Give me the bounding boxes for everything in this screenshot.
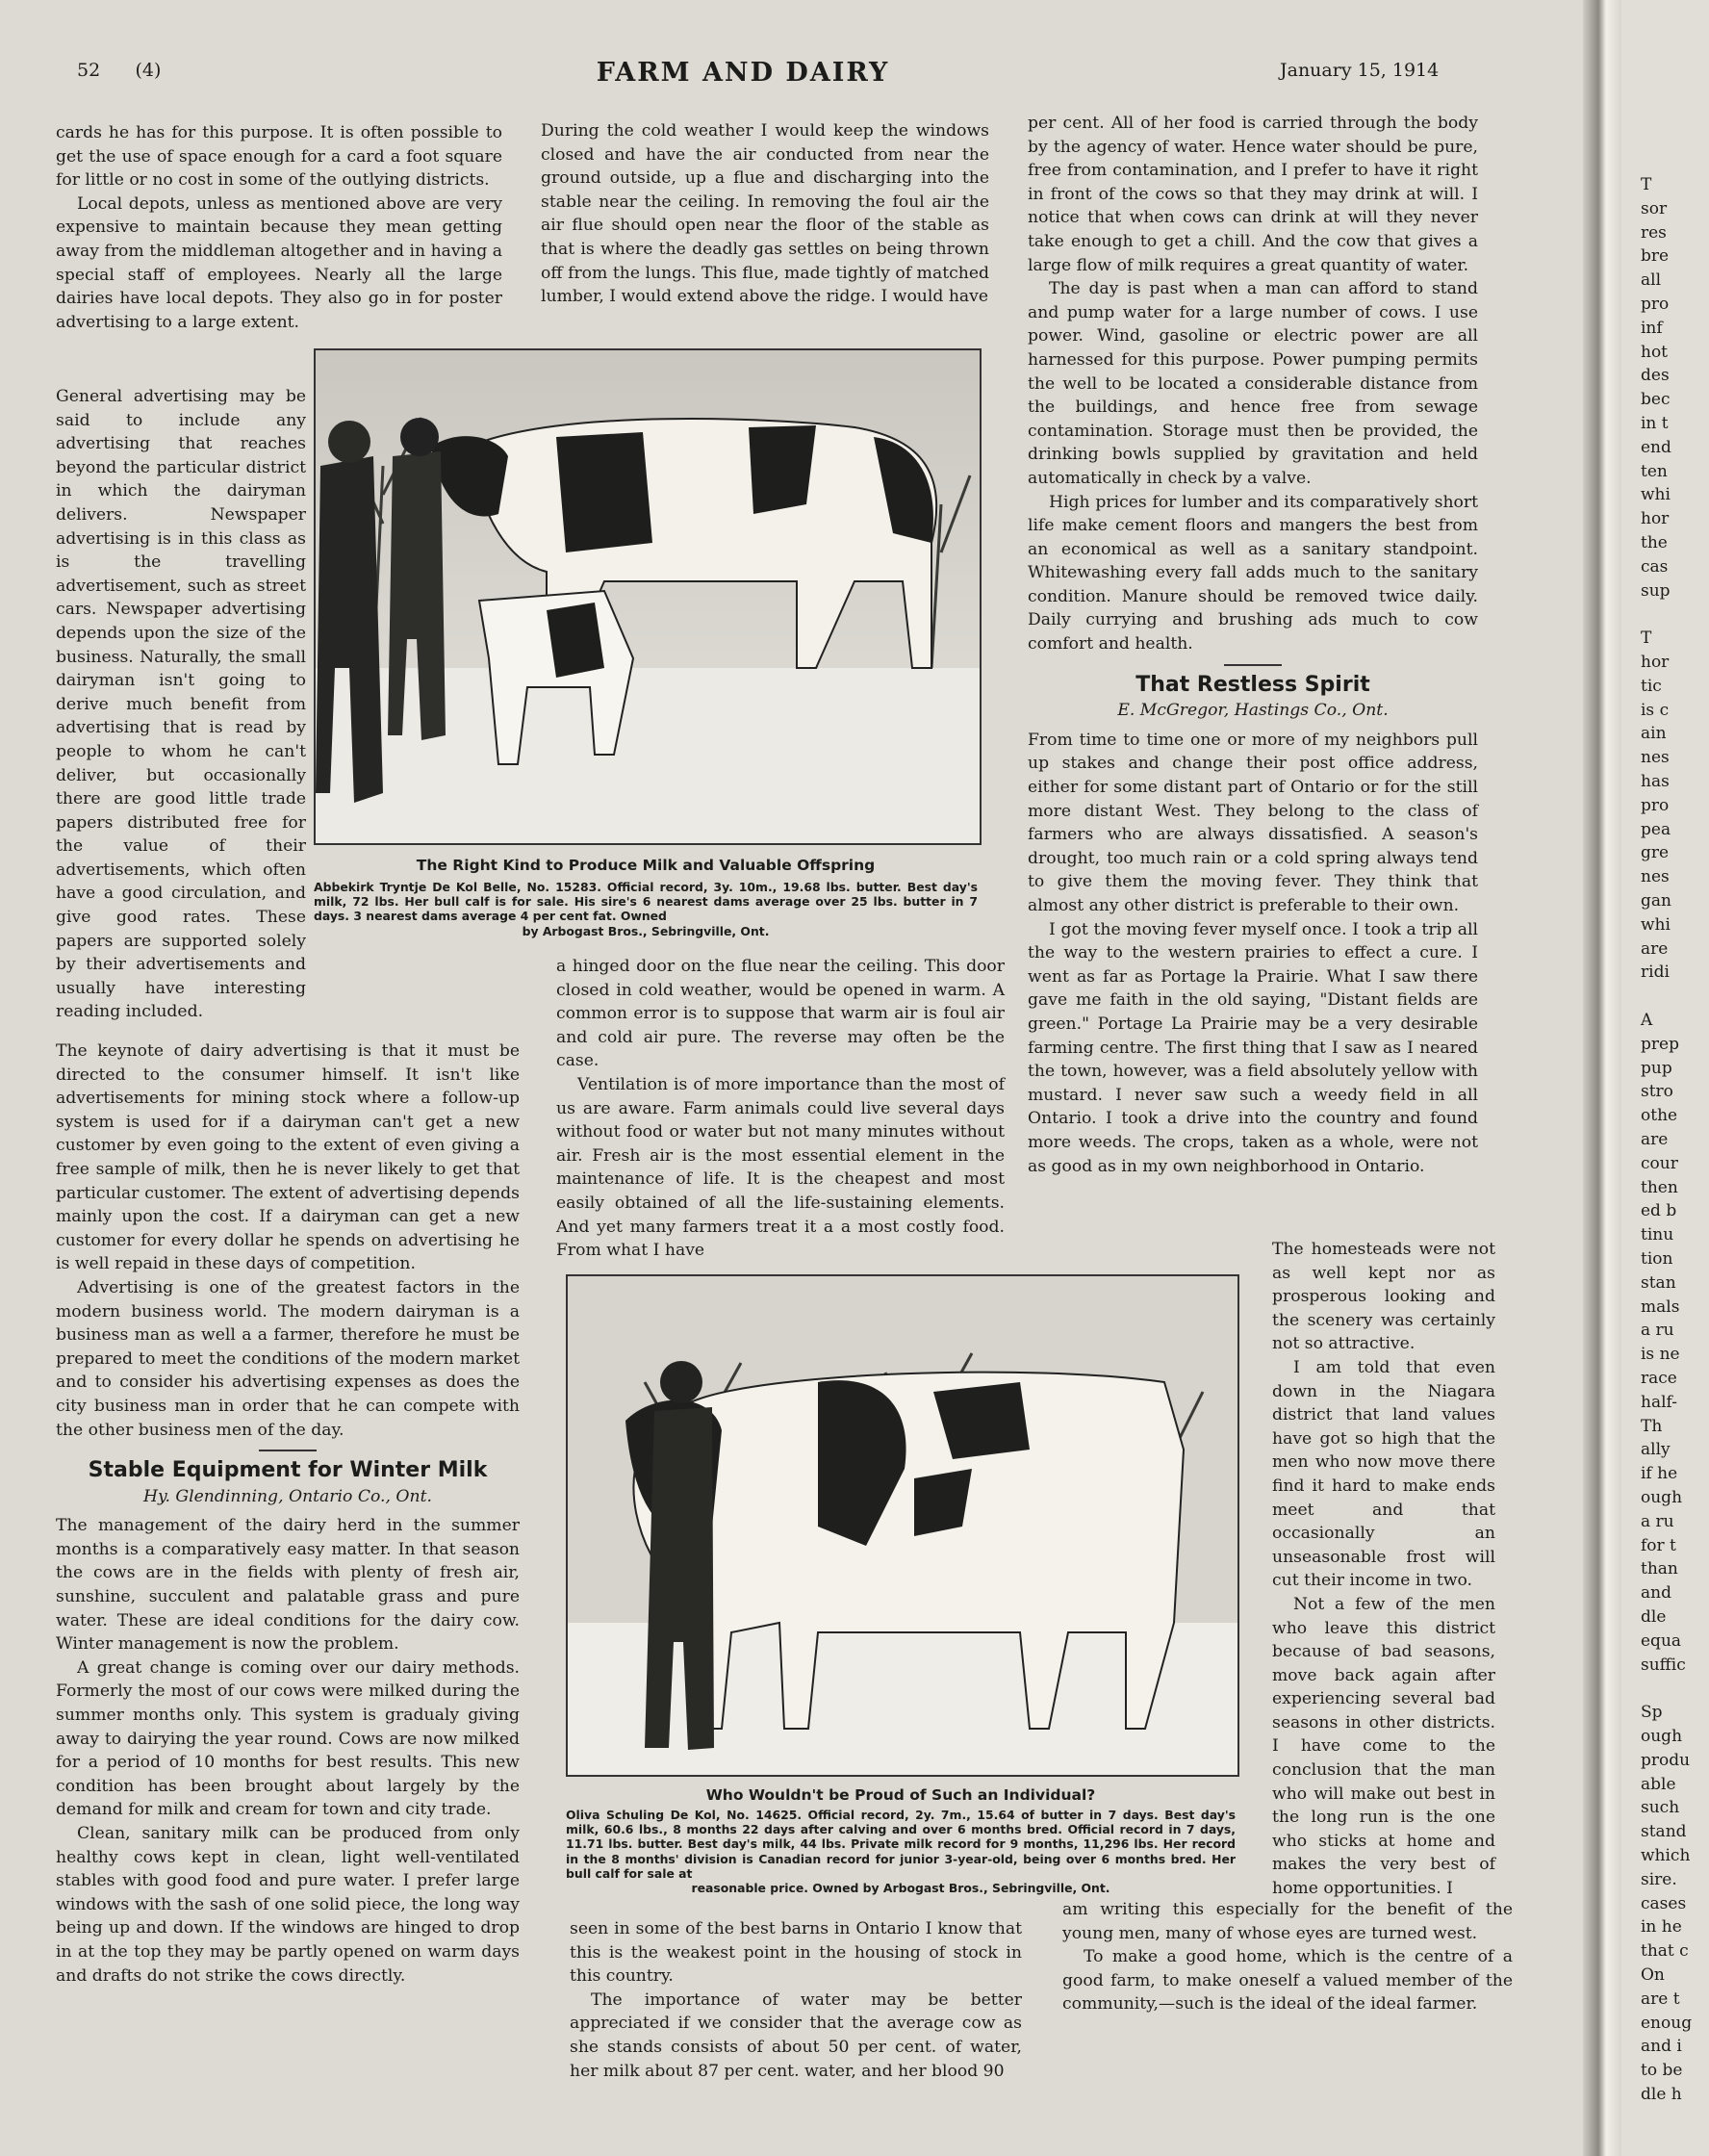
facing-page-fragment-line: stan: [1641, 1272, 1676, 1293]
facing-page-fragment-line: hor: [1641, 509, 1670, 529]
facing-page-fragment-line: race: [1641, 1369, 1677, 1388]
photo1-caption: [314, 880, 978, 938]
facing-page-fragment: [1621, 0, 1709, 2156]
col3-para-8: Not a few of the men who leave this district because of bad seasons, move back again after experiencing several bad seasons in other districts. I have come to the conclusion that the man who will make out best in the long run is the one who sticks at home and makes the very best of home opportunities. I: [1272, 1594, 1495, 1899]
facing-page-fragment-line: in t: [1641, 414, 1669, 433]
facing-page-fragment-line: dle h: [1641, 2085, 1682, 2104]
col2-para-1: During the cold weather I would keep the windows closed and have the air conducted from near the ground outside, up a flue and discharging into the stable near the ceiling. In removing the foul air the air flue should open near the floor of the stable as that is where the deadly gas settles on being thrown off from the lungs. This flue, made tightly of matched lumber, I would extend above the ridge. I would have: [541, 121, 989, 307]
facing-page-fragment-line: ain: [1641, 724, 1667, 744]
col3-para-5: I got the moving fever myself once. I took a trip all the way to the western prairies to effect a cure. I went as far as Portage la Prairie. What I saw there gave me faith in the old saying, "Distant fields are green." Portage La Prairie may be a very desirable farming centre. The first thing that I saw as I neared the town, however, was a field absolutely yellow with mustard. I never saw such a weedy field in all Ontario. I took a drive into the country and found more weeds. The crops, taken as a whole, were not as good as in my own neighborhood in Ontario.: [1028, 919, 1478, 1176]
col3-para-3: High prices for lumber and its comparatively short life make cement floors and mangers the best from an economical as well as a sanitary standpoint. Whitewashing every fall adds much to the sanitary condition. Manure should be removed twice daily. Daily currying and brushing ads much to cow comfort and health.: [1028, 492, 1478, 654]
col2-para-5: The importance of water may be better appreciated if we consider that the average cow as she stands consists of about 50 per cent. of water, her milk about 87 per cent. water, and her blood 90: [570, 1989, 1022, 2081]
column-3-narrow: [1272, 1238, 1495, 1901]
facing-page-fragment-line: bec: [1641, 390, 1671, 410]
facing-page-fragment-line: half-: [1641, 1392, 1677, 1412]
facing-page-fragment-line: to be: [1641, 2061, 1683, 2081]
facing-page-fragment-line: tion: [1641, 1249, 1673, 1269]
facing-page-fragment-line: pro: [1641, 295, 1670, 314]
photo-heifer-with-handler: [566, 1274, 1239, 1777]
article-heading-restless: That Restless Spirit: [1135, 672, 1370, 697]
facing-page-fragment-line: gre: [1641, 843, 1670, 863]
facing-page-fragment-line: tic: [1641, 676, 1662, 696]
facing-page-fragment-line: dle: [1641, 1607, 1667, 1627]
facing-page-fragment-line: in he: [1641, 1917, 1682, 1938]
book-gutter: [1583, 0, 1621, 2156]
facing-page-fragment-line: cas: [1641, 556, 1669, 577]
column-2-bottom: [570, 1917, 1022, 2083]
facing-page-fragment-line: produ: [1641, 1750, 1691, 1770]
column-2-top: [541, 119, 989, 309]
facing-page-fragment-line: cour: [1641, 1153, 1678, 1173]
col3-para-4: From time to time one or more of my neighbors pull up stakes and change their post office address, either for some distant part of Ontario or for the still more distant West. They belong to the class of farmers who are always dissatisfied. A season's drought, too much rain or a cold spring always tend to give them the moving fever. They think that almost any other district is preferable to their own.: [1028, 730, 1478, 915]
col1-para-4: The keynote of dairy advertising is that it must be directed to the consumer himself. It isn't like advertisements for mining stock where a follow-up system is used for if a dairyman can't get a new customer by even going to the extent of even giving a free sample of milk, then he is never likely to get that particular customer. The extent of advertising depends mainly upon the cost. If a dairyman can get a new customer for every dollar he spends on advertising he is well repaid in these days of competition.: [56, 1041, 520, 1274]
facing-page-fragment-line: is c: [1641, 700, 1670, 720]
column-1-narrow: [56, 385, 306, 1024]
byline-mcgregor: E. McGregor, Hastings Co., Ont.: [1117, 701, 1389, 721]
column-3-bottom: [1062, 1898, 1513, 2016]
photo1-caption-owner: by Arbogast Bros., Sebringville, Ont.: [522, 923, 770, 938]
facing-page-fragment-line: ridi: [1641, 962, 1670, 983]
facing-page-fragment-line: ough: [1641, 1727, 1683, 1746]
facing-page-fragment-line: whi: [1641, 914, 1671, 935]
masthead-title: FARM AND DAIRY: [596, 58, 890, 88]
photo1-title: The Right Kind to Produce Milk and Valuable Offspring: [416, 857, 876, 874]
col1-para-7: A great change is coming over our dairy methods. Formerly the most of our cows were milked during the summer months only. This system is gradualy giving away to dairying the year round. Cows are now milked for a period of 10 months for best results. This new condition has been brought about largely by the demand for milk and cream for town and city trade.: [56, 1657, 520, 1820]
facing-page-fragment-line: stand: [1641, 1822, 1687, 1842]
facing-page-fragment-line: ally: [1641, 1440, 1671, 1460]
facing-page-fragment-line: tinu: [1641, 1225, 1674, 1245]
facing-page-fragment-line: mals: [1641, 1296, 1680, 1317]
facing-page-fragment-line: has: [1641, 772, 1670, 791]
facing-page-fragment-line: such: [1641, 1798, 1680, 1818]
photo-cow-and-calf: [314, 348, 982, 845]
facing-page-fragment-line: sor: [1641, 198, 1668, 218]
facing-page-fragment-line: ten: [1641, 461, 1668, 481]
facing-page-fragment-line: nes: [1641, 867, 1670, 887]
facing-page-fragment-line: bre: [1641, 246, 1670, 267]
section-divider-2: [1224, 664, 1282, 666]
facing-page-fragment-line: if he: [1641, 1464, 1678, 1484]
facing-page-fragment-line: inf: [1641, 318, 1663, 338]
col1-para-2: Local depots, unless as mentioned above are very expensive to maintain because they mean getting away from the middleman altogether and in having a special staff of employees. Nearly all the large dairies have local depots. They also go in for poster advertising to a large extent.: [56, 193, 502, 332]
facing-page-fragment-line: gan: [1641, 891, 1671, 911]
facing-page-fragment-line: are: [1641, 938, 1669, 959]
facing-page-fragment-line: a ru: [1641, 1321, 1674, 1341]
col1-para-8: Clean, sanitary milk can be produced from only healthy cows kept in clean, light well-ventilated stables with good food and pure water. I prefer large windows with the sash of one solid piece, the long way being up and down. If the windows are hinged to drop in at the top they may be partly opened on warm days and drafts do not strike the cows directly.: [56, 1824, 520, 1986]
facing-page-fragment-line: On: [1641, 1965, 1665, 1985]
facing-page-fragment-line: all: [1641, 270, 1662, 291]
facing-page-fragment-line: ough: [1641, 1488, 1683, 1507]
facing-page-fragment-line: and: [1641, 1583, 1671, 1604]
facing-page-fragment-line: pea: [1641, 819, 1671, 839]
col3-para-6: The homesteads were not as well kept nor as prosperous looking and the scenery was certainly not so attractive.: [1272, 1240, 1495, 1354]
article-heading-stable: Stable Equipment for Winter Milk: [88, 1458, 488, 1483]
col2-para-4: seen in some of the best barns in Ontario I know that this is the weakest point in the housing of stock in this country.: [570, 1919, 1022, 1987]
facing-page-fragment-line: othe: [1641, 1106, 1678, 1126]
col3-para-7: I am told that even down in the Niagara district that land values have got so high that the men who now move there find it hard to make ends meet and that occasionally an unseasonable frost will cut their income in two.: [1272, 1357, 1495, 1591]
facing-page-fragment-line: T: [1641, 175, 1652, 194]
facing-page-fragment-line: for t: [1641, 1535, 1676, 1555]
facing-page-fragment-line: des: [1641, 366, 1670, 386]
facing-page-fragment-line: Sp: [1641, 1703, 1663, 1723]
facing-page-fragment-line: ed b: [1641, 1201, 1677, 1221]
col1-para-3: General advertising may be said to include any advertising that reaches beyond the particular district in which the dairyman delivers. Newspaper advertising is in this class as is the travelling advertisement, such as street cars. Newspaper advertising depends upon the size of the business. Naturally, the small dairyman isn't going to derive much benefit from advertising that is read by people to whom he can't deliver, but occasionally there are good little trade papers distributed free for the value of their advertisements, which often have a good circulation, and give good rates. These papers are supported solely by their advertisements and usually have interesting reading included.: [56, 387, 306, 1022]
col3-para-1: per cent. All of her food is carried through the body by the agency of water. Hence water should be pure, free from contamination, and I prefer to have it right in front of the cows so that they may drink at will. I notice that when cows can drink at will they never take enough to get a chill. And the cow that gives a large flow of milk requires a great quantity of water.: [1028, 114, 1478, 275]
facing-page-fragment-line: cases: [1641, 1893, 1687, 1913]
facing-page-fragment-line: suffic: [1641, 1655, 1686, 1675]
facing-page-fragment-line: a ru: [1641, 1511, 1674, 1531]
facing-page-fragment-line: than: [1641, 1559, 1678, 1579]
col2-para-2: a hinged door on the flue near the ceiling. This door closed in cold weather, would be opened in warm. A common error is to suppose that warm air is foul air and cold air pure. The reverse may often be the case.: [556, 957, 1005, 1071]
facing-page-fragment-line: which: [1641, 1846, 1691, 1865]
column-2-mid: [556, 955, 1005, 1263]
column-1: [56, 121, 502, 334]
col1-para-1: cards he has for this purpose. It is often possible to get the use of space enough for a card a foot square for little or no cost in some of the outlying districts.: [56, 123, 502, 191]
col3-para-10: To make a good home, which is the centre of a good farm, to make oneself a valued member of the community,—such is the ideal of the ideal farmer.: [1062, 1947, 1513, 2015]
col1-para-5: Advertising is one of the greatest factors in the modern business world. The modern dairyman is a business man as well a a farmer, therefore he must be prepared to meet the conditions of the modern market and to consider his advertising expenses as does the city business man in order that he can compete with the other business men of the day.: [56, 1277, 520, 1440]
facing-page-fragment-line: stro: [1641, 1082, 1673, 1102]
facing-page-fragment-line: T: [1641, 629, 1652, 649]
facing-page-fragment-line: equa: [1641, 1630, 1682, 1651]
page-number: 52 (4): [77, 60, 162, 81]
facing-page-fragment-line: hor: [1641, 653, 1670, 672]
facing-page-fragment-line: res: [1641, 222, 1667, 243]
facing-page-fragment-line: the: [1641, 533, 1668, 552]
facing-page-fragment-line: pup: [1641, 1058, 1672, 1078]
photo2-caption-text: Oliva Schuling De Kol, No. 14625. Official record, 2y. 7m., 15.64 of butter in 7 days. Best day's milk, 60.6 lbs., 8 months 22 days after calving and over 6 months bred. Official record in 7 days, 11.71 lbs. butter. Best day's milk, 44 lbs. Private milk record for 9 months, 11,296 lbs. Her record in the 8 months' division is Canadian record for junior 3-year-old, being over 6 months bred. Her bull calf for sale at: [566, 1808, 1236, 1881]
section-number: (4): [135, 60, 162, 81]
facing-page-fragment-line: hot: [1641, 342, 1669, 362]
photo2-caption-owner: reasonable price. Owned by Arbogast Bros., Sebringville, Ont.: [691, 1881, 1110, 1896]
facing-page-fragment-line: end: [1641, 437, 1671, 457]
facing-page-fragment-line: prep: [1641, 1034, 1679, 1054]
col1-para-6: The management of the dairy herd in the summer months is a comparatively easy matter. In that season the cows are in the fields with plenty of fresh air, sunshine, succulent and palatable grass and pure water. These are ideal conditions for the dairy cow. Winter management is now the problem.: [56, 1516, 520, 1655]
facing-page-fragment-line: sire.: [1641, 1869, 1677, 1889]
column-3-top: [1028, 112, 1478, 1178]
col3-para-9: am writing this especially for the benefit of the young men, many of whose eyes are turned west.: [1062, 1900, 1513, 1943]
facing-page-fragment-line: is ne: [1641, 1345, 1680, 1365]
section-divider: [259, 1450, 317, 1451]
facing-page-fragment-line: enoug: [1641, 2013, 1693, 2033]
facing-page-fragment-line: that c: [1641, 1941, 1689, 1962]
facing-page-fragment-line: whi: [1641, 485, 1671, 505]
facing-page-fragment-line: then: [1641, 1177, 1678, 1197]
facing-page-fragment-line: sup: [1641, 580, 1671, 601]
facing-page-fragment-line: A: [1641, 1011, 1653, 1030]
facing-page-fragment-line: Th: [1641, 1416, 1663, 1436]
facing-page-fragment-line: pro: [1641, 795, 1670, 815]
facing-page-fragment-line: are: [1641, 1130, 1669, 1149]
photo2-caption: [566, 1808, 1236, 1895]
facing-page-fragment-line: nes: [1641, 748, 1670, 768]
column-1-lower: [56, 1040, 520, 1988]
col3-para-2: The day is past when a man can afford to stand and pump water for a large number of cows. I use power. Wind, gasoline or electric power are all harnessed for this purpose. Power pumping permits the well to be located a considerable distance from the buildings, and hence free from sewage contamination. Storage must then be provided, the drinking bowls supplied by gravitation and held automatically in check by a valve.: [1028, 279, 1478, 488]
facing-page-fragment-line: able: [1641, 1774, 1676, 1794]
col2-para-3: Ventilation is of more importance than the most of us are aware. Farm animals could live several days without food or water but not many minutes without air. Fresh air is the most essential element in the maintenance of life. It is the cheapest and most easily obtained of all the life-sustaining elements. And yet many farmers treat it a a most costly food. From what I have: [556, 1074, 1005, 1261]
facing-page-fragment-line: are t: [1641, 1989, 1680, 2009]
issue-date: January 15, 1914: [1280, 60, 1440, 81]
facing-page-fragment-line: and i: [1641, 2037, 1682, 2057]
photo2-title: Who Wouldn't be Proud of Such an Individual?: [705, 1786, 1096, 1804]
byline-glendinning: Hy. Glendinning, Ontario Co., Ont.: [143, 1486, 432, 1506]
photo1-caption-text: Abbekirk Tryntje De Kol Belle, No. 15283. Official record, 3y. 10m., 19.68 lbs. butter. Best day's milk, 72 lbs. Her bull calf is for sale. His sire's 6 nearest dams average over 25 lbs. butter in 7 days. 3 nearest dams average 4 per cent fat. Owned: [314, 880, 978, 924]
